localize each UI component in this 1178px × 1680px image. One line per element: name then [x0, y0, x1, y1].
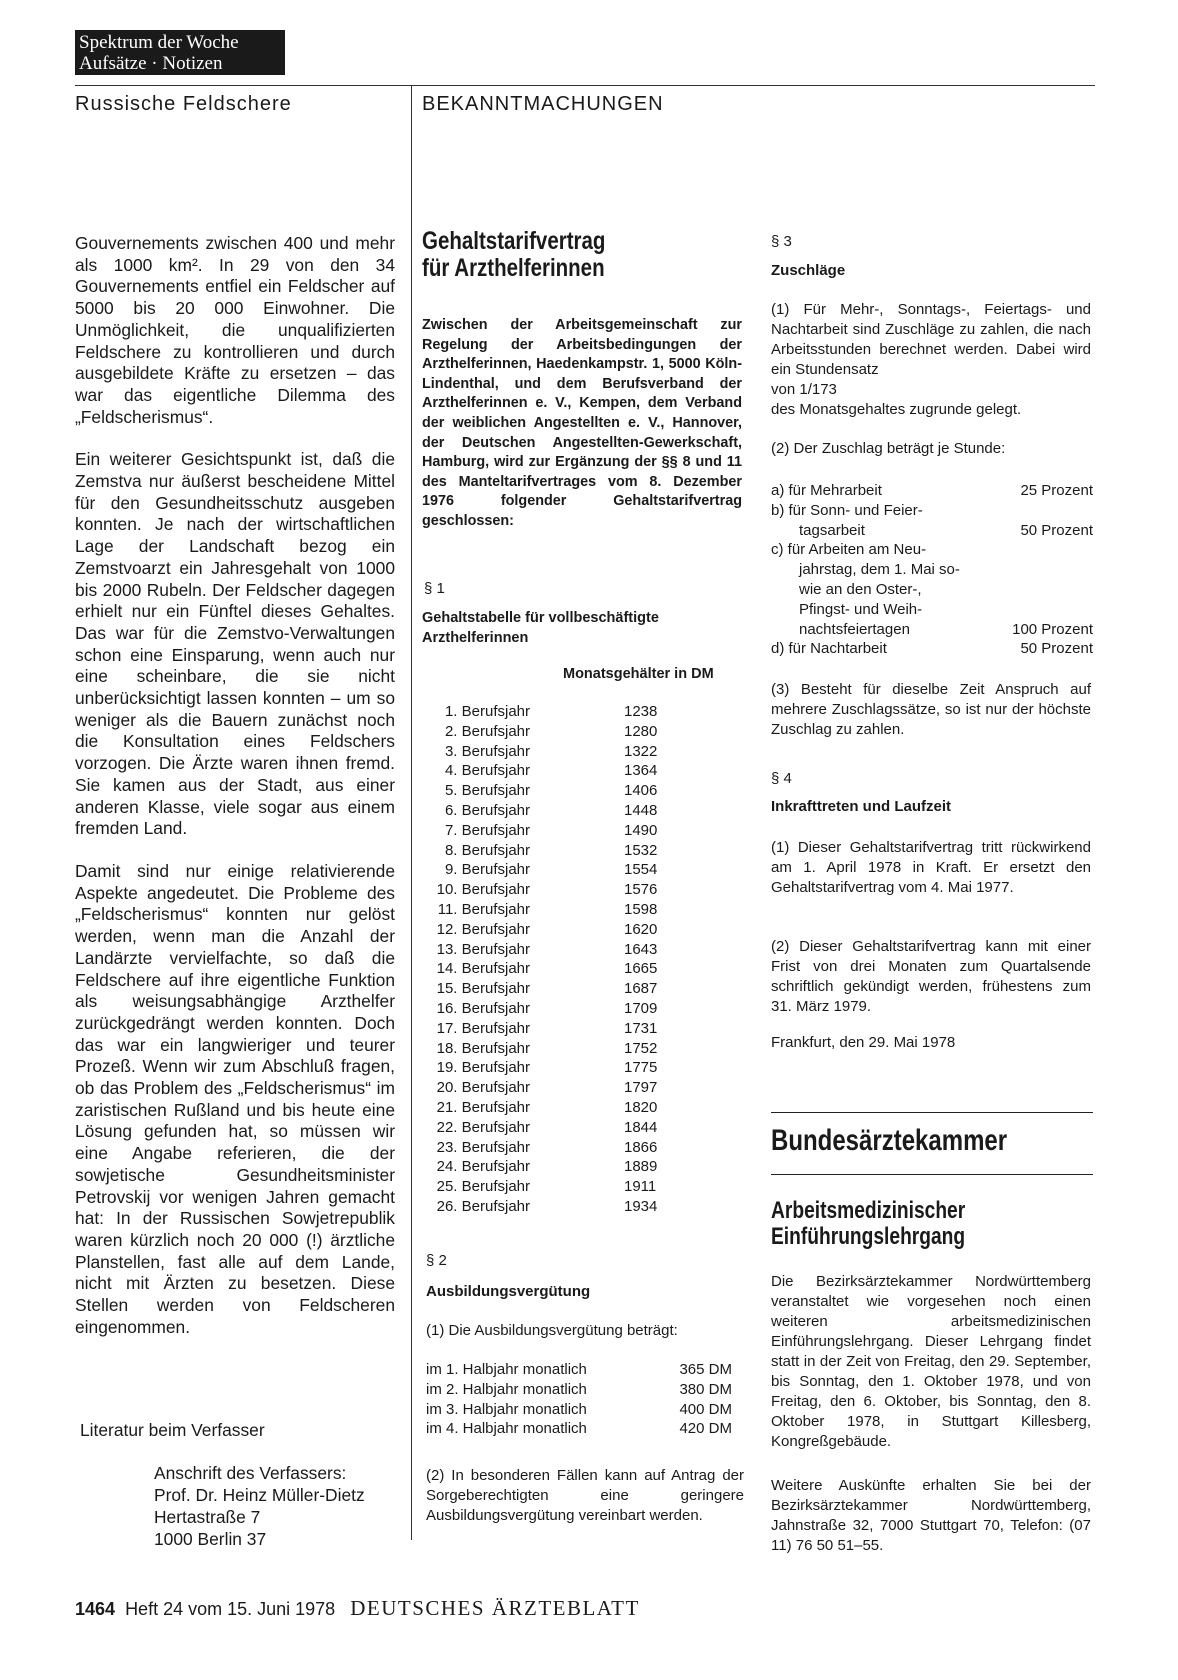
- literature-note: Literatur beim Verfasser: [80, 1420, 265, 1440]
- salary-row-label: 19. Berufsjahr: [436, 1059, 530, 1077]
- section-1-number: § 1: [424, 580, 445, 597]
- surcharge-item-b-value: 50 Prozent: [1020, 521, 1093, 539]
- section-3-paragraph-1b: von 1/173: [771, 381, 837, 398]
- surcharge-item-a: [771, 481, 1093, 501]
- salary-row: [430, 1039, 657, 1059]
- salary-row: [430, 860, 657, 880]
- training-pay-row: [426, 1360, 732, 1380]
- surcharge-item-b-label: tagsarbeit: [799, 521, 865, 539]
- section-2-paragraph-2: (2) In besonderen Fällen kann auf Antrag der Sorgeberechtigten eine geringere Ausbildungsvergütung vereinbart werden.: [426, 1467, 744, 1524]
- section-3-title: Zuschläge: [771, 262, 846, 279]
- salary-row: [430, 1019, 657, 1039]
- salary-row-value: 1665: [624, 960, 658, 978]
- badge-line-2: Aufsätze · Notizen: [79, 53, 223, 74]
- header-rule: [75, 85, 1095, 86]
- salary-row-label: 11. Berufsjahr: [437, 900, 530, 918]
- salary-row-value: 1598: [624, 900, 658, 918]
- training-pay-row-label: im 3. Halbjahr monatlich: [426, 1400, 587, 1418]
- magazine-name: DEUTSCHES ÄRZTEBLATT: [350, 1596, 640, 1620]
- salary-row: [430, 781, 657, 801]
- article-body: [75, 233, 395, 1359]
- salary-row-label: 3. Berufsjahr: [444, 742, 530, 760]
- salary-row-value: 1731: [624, 1019, 658, 1037]
- training-pay-row-label: im 1. Halbjahr monatlich: [426, 1361, 587, 1378]
- salary-row-label: 17. Berufsjahr: [436, 1019, 530, 1037]
- salary-row-label: 24. Berufsjahr: [436, 1158, 530, 1176]
- salary-row-value: 1643: [624, 940, 658, 958]
- salary-row-value: 1775: [624, 1059, 658, 1077]
- surcharge-item-a-value: 25 Prozent: [1020, 482, 1093, 499]
- salary-row-value: 1280: [624, 722, 658, 740]
- address-city: 1000 Berlin 37: [154, 1529, 267, 1549]
- training-pay-row-value: 400 DM: [679, 1400, 732, 1418]
- contract-intro: Zwischen der Arbeitsgemeinschaft zur Regelung der Arbeitsbedingungen der Arzthelferinnen, Haedenkampstr. 1, 5000 Köln-Lindenthal, und dem Berufsverband der Arzthelferinnen e. V., Kempen, dem Verband der weiblichen Angestellten e. V., Hannover, der Deutschen Angestellten-Gewerkschaft, Hamburg, wird zur Ergänzung der §§ 8 und 11 des Manteltarifvertrages vom 8. Dezember 1976 folgender Gehaltstarifvertrag geschlossen:: [422, 317, 742, 529]
- salary-row-value: 1554: [624, 861, 658, 879]
- salary-row-label: 2. Berufsjahr: [444, 722, 530, 740]
- surcharge-item-a-label: a) für Mehrarbeit: [771, 482, 882, 499]
- issue-line: Heft 24 vom 15. Juni 1978: [125, 1599, 336, 1619]
- salary-row: [430, 1078, 657, 1098]
- surcharge-item-c-value: 100 Prozent: [1012, 620, 1093, 638]
- salary-row-value: 1934: [624, 1197, 658, 1215]
- salary-row: [430, 920, 657, 940]
- section-badge: [75, 30, 285, 75]
- salary-row: [430, 1197, 657, 1217]
- place-and-date: Frankfurt, den 29. Mai 1978: [771, 1034, 956, 1051]
- surcharge-item-b: [771, 521, 1093, 541]
- salary-row-value: 1238: [624, 703, 658, 720]
- salary-row-label: 9. Berufsjahr: [444, 861, 530, 879]
- salary-row: [430, 900, 657, 920]
- section-3-paragraph-1c: des Monatsgehaltes zugrunde gelegt.: [771, 401, 1022, 418]
- chamber-title: Bundesärztekammer: [771, 1124, 1008, 1157]
- section-3-paragraph-1a: (1) Für Mehr-, Sonntags-, Feiertags- und Nachtarbeit sind Zuschläge zu zahlen, die nach Arbeitsstunden berechnet werden. Dabei wird ein Stundensatz: [771, 301, 1091, 378]
- salary-row-value: 1709: [624, 999, 658, 1017]
- training-pay-row-label: im 2. Halbjahr monatlich: [426, 1380, 587, 1398]
- section-2-paragraph-1: (1) Die Ausbildungsvergütung beträgt:: [426, 1322, 678, 1339]
- salary-row: [430, 1058, 657, 1078]
- salary-row: [430, 702, 657, 722]
- salary-row: [430, 999, 657, 1019]
- surcharge-item-c-line-2: jahrstag, dem 1. Mai so-: [799, 561, 960, 579]
- salary-row-label: 10. Berufsjahr: [436, 881, 530, 899]
- salary-row-value: 1820: [624, 1098, 658, 1116]
- surcharge-item-d-label: d) für Nachtarbeit: [771, 640, 887, 658]
- section-4-paragraph-1: (1) Dieser Gehaltstarifvertrag tritt rückwirkend am 1. April 1978 in Kraft. Er ersetzt den Gehaltstarifvertrag vom 4. Mai 1977.: [771, 839, 1091, 896]
- salary-row: [430, 801, 657, 821]
- salary-row-value: 1797: [624, 1079, 658, 1097]
- salary-row-label: 7. Berufsjahr: [444, 821, 530, 839]
- training-pay-row-value: 365 DM: [679, 1361, 732, 1378]
- section-rule: [771, 1112, 1093, 1113]
- salary-row-value: 1620: [624, 920, 658, 938]
- salary-row-label: 14. Berufsjahr: [436, 960, 530, 978]
- salary-table: [430, 702, 657, 1217]
- address-street: Hertastraße 7: [154, 1507, 261, 1527]
- contract-title-line-2: für Arzthelferinnen: [422, 254, 605, 282]
- salary-row: [430, 1157, 657, 1177]
- salary-row-value: 1364: [624, 762, 658, 780]
- page-footer: [75, 1596, 640, 1621]
- section-4-paragraph-2: (2) Dieser Gehaltstarifvertrag kann mit einer Frist von drei Monaten zum Quartalsende schriftlich gekündigt werden, frühestens zum 31. März 1979.: [771, 938, 1091, 1015]
- salary-row: [430, 979, 657, 999]
- address-name: Prof. Dr. Heinz Müller-Dietz: [154, 1485, 365, 1505]
- salary-row-label: 13. Berufsjahr: [436, 940, 530, 958]
- salary-row-value: 1844: [624, 1118, 658, 1136]
- salary-row-label: 16. Berufsjahr: [436, 999, 530, 1017]
- section-4-title: Inkrafttreten und Laufzeit: [771, 798, 952, 815]
- article-paragraph-1: Gouvernements zwischen 400 und mehr als 1000 km². In 29 von den 34 Gouvernements entfiel ein Feldscher auf 5000 bis 20 000 Einwohner. Die Unmöglichkeit, die unqualifizierten Feldschere zu kontrollieren und durch ausgebildete Kräfte zu ersetzen – das war das eigentliche Dilemma des „Feldscherismus“.: [75, 233, 395, 427]
- salary-row-label: 25. Berufsjahr: [436, 1178, 530, 1196]
- surcharge-list: [771, 481, 1093, 659]
- salary-row: [430, 722, 657, 742]
- salary-row-label: 8. Berufsjahr: [444, 841, 530, 859]
- training-pay-row: [426, 1400, 732, 1420]
- training-pay-table-body: [426, 1360, 732, 1439]
- course-paragraph-1: Die Bezirksärztekammer Nordwürttemberg veranstaltet wie vorgesehen noch einen weiteren arbeitsmedizinischen Einführungslehrgang. Dieser Lehrgang findet statt in der Zeit von Freitag, den 29. September, bis Sonntag, den 1. Oktober 1978, und von Freitag, den 6. Oktober, bis Sonntag, den 8. Oktober 1978, in Stuttgart Killesberg, Kongreßgebäude.: [771, 1273, 1091, 1450]
- salary-row-label: 23. Berufsjahr: [436, 1138, 530, 1156]
- salary-row-value: 1889: [624, 1158, 658, 1176]
- salary-row-value: 1911: [624, 1178, 657, 1196]
- author-address: [154, 1462, 365, 1550]
- badge-line-1: Spektrum der Woche: [79, 32, 239, 53]
- salary-row: [430, 821, 657, 841]
- training-pay-row: [426, 1380, 732, 1400]
- salary-row-value: 1752: [624, 1039, 658, 1057]
- course-paragraph-2: Weitere Auskünfte erhalten Sie bei der Bezirksärztekammer Nordwürttemberg, Jahnstraße 32, 7000 Stuttgart 70, Telefon: (07 11) 76 50 51–55.: [771, 1477, 1091, 1554]
- salary-row: [430, 959, 657, 979]
- salary-row: [430, 1118, 657, 1138]
- training-pay-row: [426, 1419, 732, 1439]
- salary-row-label: 26. Berufsjahr: [436, 1197, 530, 1215]
- salary-row-value: 1687: [624, 980, 658, 998]
- salary-row: [430, 742, 657, 762]
- salary-row-label: 20. Berufsjahr: [436, 1079, 530, 1097]
- salary-row-value: 1576: [624, 881, 658, 899]
- training-pay-table: [426, 1360, 732, 1439]
- address-label: Anschrift des Verfassers:: [154, 1463, 347, 1483]
- training-pay-row-value: 380 DM: [679, 1380, 732, 1398]
- running-head-right: BEKANNTMACHUNGEN: [422, 93, 664, 115]
- contract-title: [422, 228, 742, 282]
- section-4-number: § 4: [771, 770, 792, 787]
- salary-row: [430, 841, 657, 861]
- section-2-number: § 2: [426, 1252, 447, 1269]
- article-paragraph-2: Ein weiterer Gesichtspunkt ist, daß die Zemstva nur äußerst bescheidene Mittel für den Gesundheitsschutz ausgeben konnten. Je nach der wirtschaftlichen Lage der Landschaft bezog ein Zemstvoarzt ein Jahresgehalt von 1000 bis 2000 Rubeln. Der Feldscher dagegen erhielt nur ein Fünftel dieses Gehaltes. Das war für die Zemstvo-Verwaltungen schon eine Einsparung, wenn auch nur eine scheinbare, die sie nicht unberücksichtigt lassen konnten – um so weniger als die Bauern zunächst noch die Konsultation eines Feldschers vorzogen. Die Ärzte waren ihnen fremd. Sie kamen aus der Stadt, aus einer anderen Klasse, viele sogar aus einem fremden Land.: [75, 449, 395, 839]
- chamber-rule: [771, 1174, 1093, 1175]
- surcharge-item-c: [771, 620, 1093, 640]
- section-2-title: Ausbildungsvergütung: [426, 1283, 591, 1300]
- salary-table-body: [430, 702, 657, 1217]
- surcharge-item-d: [771, 639, 1093, 659]
- salary-row-label: 5. Berufsjahr: [444, 782, 530, 800]
- section-1-title: Gehaltstabelle für vollbeschäftigte Arzthelferinnen: [422, 610, 659, 646]
- section-3-number: § 3: [771, 233, 792, 250]
- course-title-line-2: Einführungslehrgang: [771, 1223, 966, 1250]
- salary-row: [430, 880, 657, 900]
- article-paragraph-3: Damit sind nur einige relativierende Aspekte angedeutet. Die Probleme des „Feldscherismus“ konnten nur gelöst werden, wenn man die Anzahl der Landärzte vervielfachte, so daß die Feldschere auf ihre eigentliche Funktion als weisungsabhängige Arzthelfer zurückgedrängt werden konnten. Doch das war ein langwieriger und teurer Prozeß. Wenn wir zum Abschluß fragen, ob das Problem des „Feldscherismus“ im zaristischen Rußland und bis heute eine Lösung gefunden hat, so müssen wir eine Angabe referieren, die der sowjetische Gesundheitsminister Petrovskij vor wenigen Jahren gemacht hat: In der Russischen Sowjetrepublik waren kürzlich noch 20 000 (!) ärztliche Planstellen, fast alle auf dem Lande, nicht mit Ärzten zu besetzen. Diese Stellen werden von Feldscheren eingenommen.: [75, 860, 395, 1337]
- surcharge-item-c-line-1: c) für Arbeiten am Neu-: [771, 541, 927, 559]
- salary-row: [430, 1098, 657, 1118]
- salary-row-label: 21. Berufsjahr: [436, 1098, 530, 1116]
- course-title-line-1: Arbeitsmedizinischer: [771, 1197, 966, 1224]
- surcharge-item-c-line-4: Pfingst- und Weih-: [799, 600, 923, 618]
- salary-row-value: 1322: [624, 742, 658, 760]
- salary-row-label: 6. Berufsjahr: [444, 801, 530, 819]
- running-head-left: Russische Feldschere: [75, 93, 292, 115]
- salary-row-label: 12. Berufsjahr: [436, 920, 530, 938]
- contract-title-line-1: Gehaltstarifvertrag: [422, 227, 606, 255]
- salary-row-label: 22. Berufsjahr: [436, 1118, 530, 1136]
- section-3-paragraph-2: (2) Der Zuschlag beträgt je Stunde:: [771, 440, 1006, 457]
- section-3-paragraph-1: [771, 300, 1091, 420]
- salary-table-header: Monatsgehälter in DM: [563, 666, 714, 682]
- course-title: [771, 1198, 1014, 1250]
- salary-row: [430, 1138, 657, 1158]
- salary-row-label: 1. Berufsjahr: [444, 703, 530, 720]
- training-pay-row-label: im 4. Halbjahr monatlich: [426, 1420, 587, 1438]
- section-3-paragraph-3: (3) Besteht für dieselbe Zeit Anspruch auf mehrere Zuschlagssätze, so ist nur der höchste Zuschlag zu zahlen.: [771, 681, 1091, 738]
- salary-row-label: 4. Berufsjahr: [444, 762, 530, 780]
- salary-row-value: 1490: [624, 821, 658, 839]
- surcharge-item-c-label: nachtsfeiertagen: [799, 620, 910, 638]
- training-pay-row-value: 420 DM: [679, 1420, 732, 1438]
- surcharge-item-c-line-3: wie an den Oster-,: [799, 580, 922, 598]
- surcharge-item-b-line-1: b) für Sonn- und Feier-: [771, 501, 923, 519]
- salary-row-value: 1532: [624, 841, 658, 859]
- column-divider: [411, 85, 412, 1540]
- salary-row-value: 1866: [624, 1138, 658, 1156]
- salary-row-label: 15. Berufsjahr: [436, 980, 530, 998]
- salary-row-value: 1406: [624, 782, 658, 800]
- salary-row-label: 18. Berufsjahr: [436, 1039, 530, 1057]
- surcharge-item-d-value: 50 Prozent: [1020, 640, 1093, 658]
- salary-row: [430, 1177, 657, 1197]
- salary-row: [430, 761, 657, 781]
- salary-row-value: 1448: [624, 801, 658, 819]
- page-number: 1464: [75, 1599, 116, 1619]
- salary-row: [430, 940, 657, 960]
